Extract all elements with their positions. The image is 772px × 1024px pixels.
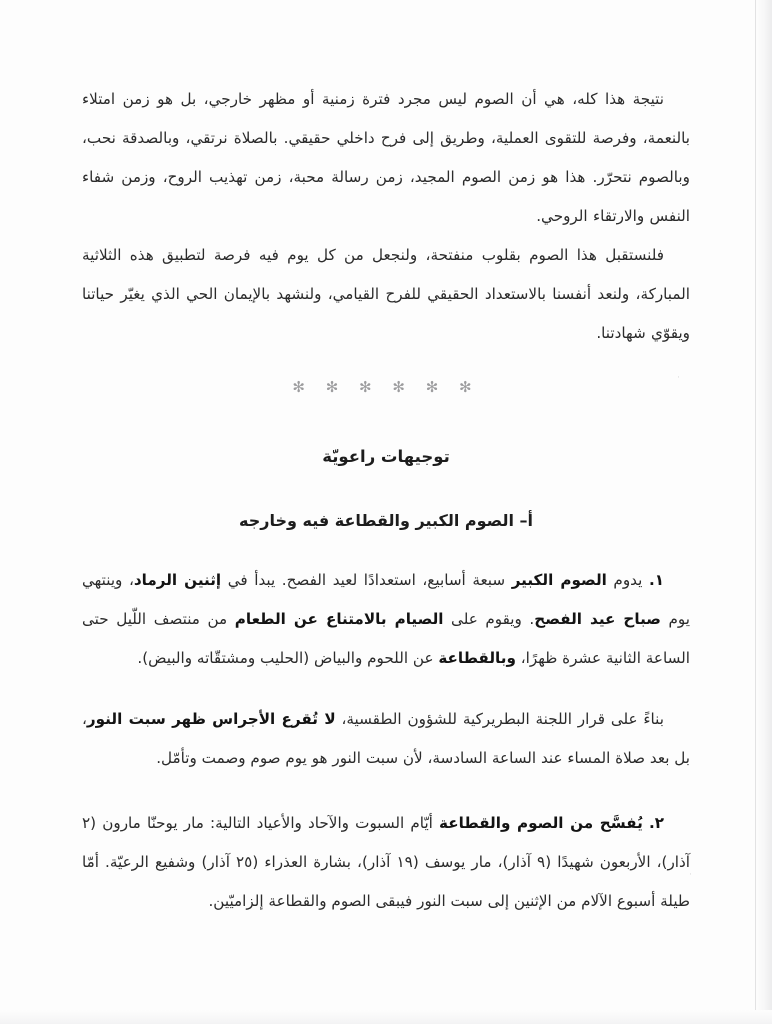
item-2-text: يُفسَّح من الصوم والقطاعة أيّام السبوت والآحاد والأعياد التالية: مار يوحنّا مارون (٢ آذار)، الأربعون شهيدًا (٩ آذار)، مار يوسف (١٩ آذار)، بشارة العذراء (٢٥ آذار) وشفيع الرعيّة. أمّا طيلة أسبوع الآلام من الإثنين إلى سبت النور فيبقى الصوم والقطاعة إلزاميّين. [82,814,690,910]
numbered-item-2 [82,804,690,921]
asterisk-separator: ✻ ✻ ✻ ✻ ✻ ✻ [292,378,480,396]
page-title: توجيهات راعويّة [322,447,450,466]
section-heading-a: أ– الصوم الكبير والقطاعة فيه وخارجه [239,511,533,530]
item-1-text: يدوم الصوم الكبير سبعة أسابيع، استعدادًا لعيد الفصح. يبدأ في إثنين الرماد، وينتهي يوم صباح عيد الفصح. ويقوم على الصيام بالامتناع عن الطعام من منتصف اللّيل حتى الساعة الثانية عشرة ظهرًا، وبالقطاعة عن اللحوم والبياض (الحليب ومشتقّاته والبيض). [82,571,690,667]
page-edge-line [755,0,756,1024]
numbered-item-1-note [82,700,690,778]
scan-speck-upper: · [677,373,680,383]
item-1-number: ١. [648,571,665,589]
paragraph-exhortation: فلنستقبل هذا الصوم بقلوب منفتحة، ولنجعل من كل يوم فيه فرصة لتطبيق هذه الثلاثية المباركة، ولنعد أنفسنا بالاستعداد الحقيقي للفرح القيامي، ولنشهد بالإيمان الحي الذي يغيّر حياتنا ويقوّي شهادتنا. [82,246,690,342]
scan-speck-lower: · [689,870,692,880]
numbered-item-1 [82,561,690,678]
paragraph-conclusion: نتيجة هذا كله، هي أن الصوم ليس مجرد فترة زمنية أو مظهر خارجي، بل هو زمن امتلاء بالنعمة، وفرصة للتقوى العملية، وطريق إلى فرح داخلي حقيقي. بالصلاة نرتقي، وبالصدقة نحب، وبالصوم نتحرّر. هذا هو زمن الصوم المجيد، زمن رسالة محبة، زمن تهذيب الروح، وزمن شفاء النفس والارتقاء الروحي. [82,90,690,225]
page-content [82,80,690,921]
item-2-number: ٢. [648,814,665,832]
page-edge-shadow [755,0,772,1024]
page-bottom-shadow [0,1010,772,1024]
item-1-note-text: بناءً على قرار اللجنة البطريركية للشؤون الطقسية، لا تُقرع الأجراس ظهر سبت النور، بل بعد صلاة المساء عند الساعة السادسة، لأن سبت النور هو يوم صوم وصمت وتأمّل. [82,710,690,767]
